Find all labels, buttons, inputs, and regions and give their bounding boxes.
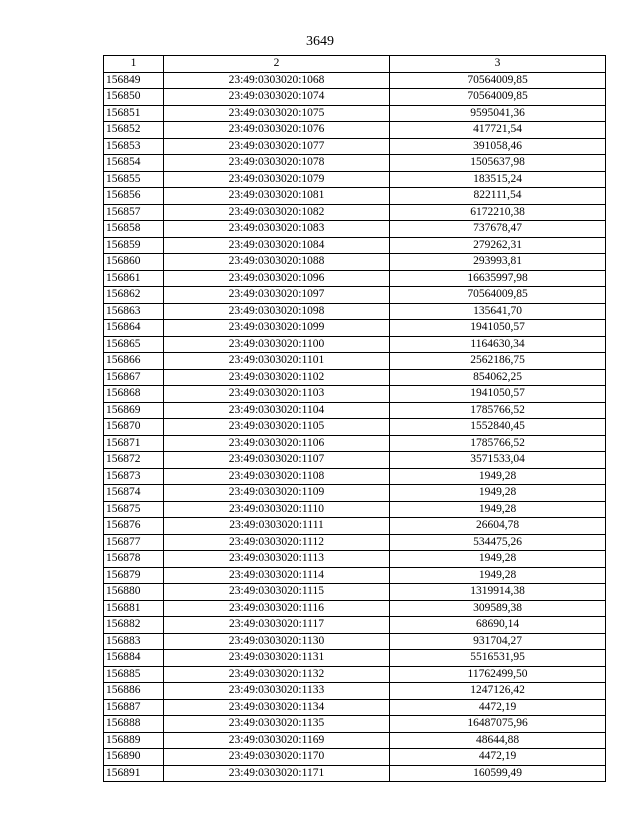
table-row — [104, 650, 606, 667]
cadastral-value-cell: 5516531,95 — [390, 650, 606, 667]
cadastral-number-cell: 23:49:0303020:1109 — [164, 485, 390, 502]
table-row — [104, 287, 606, 304]
cadastral-number-cell: 23:49:0303020:1103 — [164, 386, 390, 403]
row-number-cell: 156857 — [104, 204, 164, 221]
row-number-cell: 156874 — [104, 485, 164, 502]
row-number-cell: 156884 — [104, 650, 164, 667]
cadastral-number-cell: 23:49:0303020:1082 — [164, 204, 390, 221]
cadastral-value-cell: 70564009,85 — [390, 89, 606, 106]
row-number-cell: 156852 — [104, 122, 164, 139]
cadastral-number-cell: 23:49:0303020:1113 — [164, 551, 390, 568]
table-row — [104, 237, 606, 254]
cadastral-number-cell: 23:49:0303020:1108 — [164, 468, 390, 485]
cadastral-number-cell: 23:49:0303020:1077 — [164, 138, 390, 155]
cadastral-number-cell: 23:49:0303020:1074 — [164, 89, 390, 106]
table-row — [104, 386, 606, 403]
cadastral-number-cell: 23:49:0303020:1112 — [164, 534, 390, 551]
cadastral-value-cell: 1164630,34 — [390, 336, 606, 353]
table-header — [104, 56, 606, 73]
row-number-cell: 156858 — [104, 221, 164, 238]
cadastral-value-cell: 931704,27 — [390, 633, 606, 650]
row-number-cell: 156888 — [104, 716, 164, 733]
cadastral-value-cell: 309589,38 — [390, 600, 606, 617]
row-number-cell: 156877 — [104, 534, 164, 551]
cadastral-value-cell: 293993,81 — [390, 254, 606, 271]
cadastral-value-cell: 1247126,42 — [390, 683, 606, 700]
cadastral-value-cell: 1949,28 — [390, 567, 606, 584]
row-number-cell: 156871 — [104, 435, 164, 452]
row-number-cell: 156875 — [104, 501, 164, 518]
cadastral-number-cell: 23:49:0303020:1131 — [164, 650, 390, 667]
cadastral-value-cell: 16487075,96 — [390, 716, 606, 733]
column-header-2: 2 — [164, 56, 390, 73]
cadastral-number-cell: 23:49:0303020:1117 — [164, 617, 390, 634]
table-row — [104, 122, 606, 139]
table-row — [104, 765, 606, 782]
cadastral-number-cell: 23:49:0303020:1110 — [164, 501, 390, 518]
cadastral-number-cell: 23:49:0303020:1081 — [164, 188, 390, 205]
cadastral-value-cell: 737678,47 — [390, 221, 606, 238]
table-body — [104, 72, 606, 782]
table-row — [104, 534, 606, 551]
row-number-cell: 156861 — [104, 270, 164, 287]
cadastral-number-cell: 23:49:0303020:1101 — [164, 353, 390, 370]
row-number-cell: 156859 — [104, 237, 164, 254]
cadastral-number-cell: 23:49:0303020:1068 — [164, 72, 390, 89]
table-row — [104, 617, 606, 634]
table-row — [104, 452, 606, 469]
table-row — [104, 584, 606, 601]
row-number-cell: 156856 — [104, 188, 164, 205]
cadastral-number-cell: 23:49:0303020:1169 — [164, 732, 390, 749]
cadastral-number-cell: 23:49:0303020:1075 — [164, 105, 390, 122]
table-row — [104, 567, 606, 584]
cadastral-number-cell: 23:49:0303020:1104 — [164, 402, 390, 419]
table-row — [104, 633, 606, 650]
cadastral-value-cell: 1552840,45 — [390, 419, 606, 436]
row-number-cell: 156851 — [104, 105, 164, 122]
cadastral-value-cell: 391058,46 — [390, 138, 606, 155]
row-number-cell: 156870 — [104, 419, 164, 436]
row-number-cell: 156881 — [104, 600, 164, 617]
cadastral-number-cell: 23:49:0303020:1100 — [164, 336, 390, 353]
cadastral-value-cell: 1941050,57 — [390, 386, 606, 403]
row-number-cell: 156873 — [104, 468, 164, 485]
cadastral-value-cell: 1785766,52 — [390, 402, 606, 419]
row-number-cell: 156879 — [104, 567, 164, 584]
cadastral-number-cell: 23:49:0303020:1098 — [164, 303, 390, 320]
table-row — [104, 485, 606, 502]
cadastral-value-cell: 1505637,98 — [390, 155, 606, 172]
cadastral-value-cell: 48644,88 — [390, 732, 606, 749]
cadastral-value-cell: 1949,28 — [390, 468, 606, 485]
cadastral-value-cell: 1949,28 — [390, 485, 606, 502]
row-number-cell: 156891 — [104, 765, 164, 782]
cadastral-value-cell: 4472,19 — [390, 749, 606, 766]
table-row — [104, 155, 606, 172]
cadastral-number-cell: 23:49:0303020:1135 — [164, 716, 390, 733]
table-row — [104, 402, 606, 419]
cadastral-number-cell: 23:49:0303020:1084 — [164, 237, 390, 254]
cadastral-number-cell: 23:49:0303020:1105 — [164, 419, 390, 436]
row-number-cell: 156872 — [104, 452, 164, 469]
table-row — [104, 72, 606, 89]
cadastral-value-cell: 534475,26 — [390, 534, 606, 551]
row-number-cell: 156867 — [104, 369, 164, 386]
table-row — [104, 600, 606, 617]
page-number: 3649 — [306, 34, 334, 49]
table-row — [104, 666, 606, 683]
cadastral-number-cell: 23:49:0303020:1130 — [164, 633, 390, 650]
row-number-cell: 156866 — [104, 353, 164, 370]
row-number-cell: 156868 — [104, 386, 164, 403]
row-number-cell: 156869 — [104, 402, 164, 419]
row-number-cell: 156865 — [104, 336, 164, 353]
cadastral-number-cell: 23:49:0303020:1115 — [164, 584, 390, 601]
row-number-cell: 156878 — [104, 551, 164, 568]
cadastral-number-cell: 23:49:0303020:1096 — [164, 270, 390, 287]
table-row — [104, 188, 606, 205]
table-row — [104, 221, 606, 238]
table-row — [104, 204, 606, 221]
table-row — [104, 270, 606, 287]
row-number-cell: 156883 — [104, 633, 164, 650]
header-row — [104, 56, 606, 73]
row-number-cell: 156862 — [104, 287, 164, 304]
table-row — [104, 89, 606, 106]
table-row — [104, 551, 606, 568]
row-number-cell: 156882 — [104, 617, 164, 634]
table-row — [104, 353, 606, 370]
cadastral-value-cell: 11762499,50 — [390, 666, 606, 683]
cadastral-number-cell: 23:49:0303020:1116 — [164, 600, 390, 617]
column-header-1: 1 — [104, 56, 164, 73]
row-number-cell: 156850 — [104, 89, 164, 106]
cadastral-number-cell: 23:49:0303020:1102 — [164, 369, 390, 386]
cadastral-value-cell: 1941050,57 — [390, 320, 606, 337]
row-number-cell: 156889 — [104, 732, 164, 749]
row-number-cell: 156864 — [104, 320, 164, 337]
row-number-cell: 156855 — [104, 171, 164, 188]
table-row — [104, 303, 606, 320]
table-row — [104, 369, 606, 386]
cadastral-number-cell: 23:49:0303020:1107 — [164, 452, 390, 469]
cadastral-number-cell: 23:49:0303020:1099 — [164, 320, 390, 337]
cadastral-number-cell: 23:49:0303020:1083 — [164, 221, 390, 238]
table-row — [104, 336, 606, 353]
table-row — [104, 320, 606, 337]
cadastral-value-cell: 3571533,04 — [390, 452, 606, 469]
cadastral-value-cell: 854062,25 — [390, 369, 606, 386]
table-row — [104, 435, 606, 452]
cadastral-number-cell: 23:49:0303020:1134 — [164, 699, 390, 716]
cadastral-number-cell: 23:49:0303020:1170 — [164, 749, 390, 766]
row-number-cell: 156890 — [104, 749, 164, 766]
table-row — [104, 716, 606, 733]
row-number-cell: 156885 — [104, 666, 164, 683]
row-number-cell: 156880 — [104, 584, 164, 601]
cadastral-number-cell: 23:49:0303020:1106 — [164, 435, 390, 452]
cadastral-value-cell: 1949,28 — [390, 551, 606, 568]
table-row — [104, 171, 606, 188]
table-row — [104, 699, 606, 716]
cadastral-value-cell: 417721,54 — [390, 122, 606, 139]
cadastral-number-cell: 23:49:0303020:1076 — [164, 122, 390, 139]
cadastral-value-cell: 6172210,38 — [390, 204, 606, 221]
row-number-cell: 156886 — [104, 683, 164, 700]
row-number-cell: 156849 — [104, 72, 164, 89]
cadastral-value-table — [103, 55, 606, 782]
cadastral-value-cell: 9595041,36 — [390, 105, 606, 122]
cadastral-number-cell: 23:49:0303020:1111 — [164, 518, 390, 535]
cadastral-value-cell: 4472,19 — [390, 699, 606, 716]
cadastral-value-cell: 1785766,52 — [390, 435, 606, 452]
cadastral-value-cell: 279262,31 — [390, 237, 606, 254]
cadastral-value-cell: 135641,70 — [390, 303, 606, 320]
cadastral-number-cell: 23:49:0303020:1114 — [164, 567, 390, 584]
cadastral-value-cell: 16635997,98 — [390, 270, 606, 287]
cadastral-number-cell: 23:49:0303020:1097 — [164, 287, 390, 304]
table-row — [104, 105, 606, 122]
cadastral-number-cell: 23:49:0303020:1088 — [164, 254, 390, 271]
table-row — [104, 683, 606, 700]
table-row — [104, 749, 606, 766]
table-row — [104, 518, 606, 535]
cadastral-value-cell: 70564009,85 — [390, 72, 606, 89]
cadastral-value-cell: 822111,54 — [390, 188, 606, 205]
row-number-cell: 156854 — [104, 155, 164, 172]
cadastral-number-cell: 23:49:0303020:1079 — [164, 171, 390, 188]
row-number-cell: 156876 — [104, 518, 164, 535]
cadastral-value-cell: 70564009,85 — [390, 287, 606, 304]
cadastral-value-cell: 160599,49 — [390, 765, 606, 782]
table-row — [104, 732, 606, 749]
table-row — [104, 501, 606, 518]
table-row — [104, 138, 606, 155]
cadastral-value-cell: 68690,14 — [390, 617, 606, 634]
row-number-cell: 156863 — [104, 303, 164, 320]
cadastral-number-cell: 23:49:0303020:1133 — [164, 683, 390, 700]
table-row — [104, 468, 606, 485]
cadastral-number-cell: 23:49:0303020:1171 — [164, 765, 390, 782]
cadastral-value-cell: 2562186,75 — [390, 353, 606, 370]
column-header-3: 3 — [390, 56, 606, 73]
cadastral-number-cell: 23:49:0303020:1132 — [164, 666, 390, 683]
table-row — [104, 254, 606, 271]
row-number-cell: 156887 — [104, 699, 164, 716]
row-number-cell: 156860 — [104, 254, 164, 271]
cadastral-value-cell: 1949,28 — [390, 501, 606, 518]
cadastral-value-cell: 26604,78 — [390, 518, 606, 535]
cadastral-value-cell: 1319914,38 — [390, 584, 606, 601]
cadastral-number-cell: 23:49:0303020:1078 — [164, 155, 390, 172]
table-row — [104, 419, 606, 436]
row-number-cell: 156853 — [104, 138, 164, 155]
cadastral-value-cell: 183515,24 — [390, 171, 606, 188]
